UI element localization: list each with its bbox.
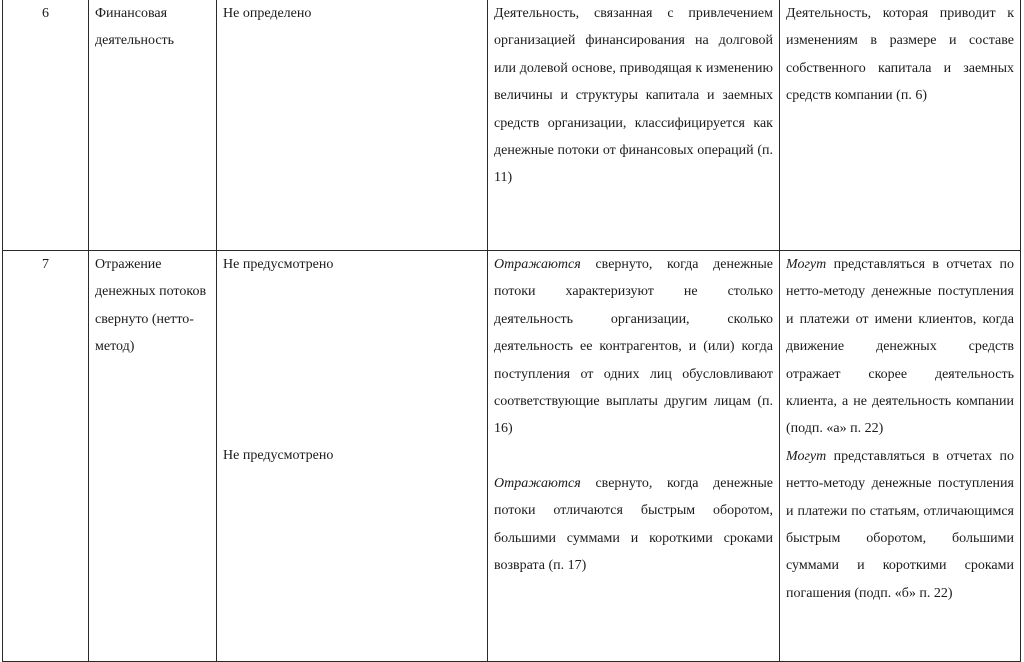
ifrs-text	[494, 0, 773, 192]
gaap-cell	[780, 251, 1021, 662]
gaap-text	[786, 251, 1014, 443]
gaap-cell	[780, 0, 1021, 251]
cell-text: представляться в отчетах по нетто-методу денежные поступления и платежи от имени клиентов, когда движение денежных средств отражает скорее деятельность клиента, а не деятельность компании (подп. «а» п. 22)	[786, 257, 1014, 437]
gaap-text	[786, 443, 1014, 607]
cell-text: свернуто, когда денежные потоки характеризуют не столько деятельность организации, сколько деятельность ее контрагентов, и (или) когда поступления от одних лиц обусловливают соответствующие выплаты другим лицам (п. 16)	[494, 257, 773, 437]
ifrs-ias-cell	[488, 251, 780, 662]
cell-text: Деятельность, которая приводит к изменениям в размере и составе собственного капитала и заемных средств компании (п. 6)	[786, 6, 1014, 104]
emphasis: Могут	[786, 448, 827, 464]
comparison-table	[2, 0, 1021, 662]
row-name: Финансовая деятельность	[89, 0, 217, 251]
ifrs-text	[494, 251, 773, 443]
emphasis: Отражаются	[494, 257, 581, 272]
gaap-text	[786, 0, 1014, 110]
cell-text: свернуто, когда денежные потоки отличаются быстрым оборотом, большими суммами и короткими сроками возврата (п. 17)	[494, 475, 773, 574]
table-row	[3, 251, 1021, 662]
ras-text: Не предусмотрено	[223, 257, 334, 272]
emphasis: Могут	[786, 257, 827, 272]
cell-text: Деятельность, связанная с привлечением организацией финансирования на долговой или долевой основе, приводящая к изменению величины и структуры капитала и заемных средств организации, классифицируется как денежные потоки от финансовых операций (п. 11)	[494, 6, 773, 186]
ras-text: Не предусмотрено	[223, 448, 334, 464]
table-row	[3, 0, 1021, 251]
ras-cell	[217, 251, 488, 662]
ifrs-ias-cell	[488, 0, 780, 251]
row-number: 7	[3, 251, 89, 662]
ras-text: Не определено	[223, 6, 312, 21]
row-number: 6	[3, 0, 89, 251]
ifrs-text	[494, 470, 773, 580]
cell-text: представляться в отчетах по нетто-методу денежные поступления и платежи по статьям, отличающимся быстрым оборотом, большими суммами и короткими сроками погашения (подп. «б» п. 22)	[786, 448, 1014, 601]
emphasis: Отражаются	[494, 475, 581, 491]
ras-cell	[217, 0, 488, 251]
row-name: Отражение денежных потоков свернуто (нетто-метод)	[89, 251, 217, 662]
